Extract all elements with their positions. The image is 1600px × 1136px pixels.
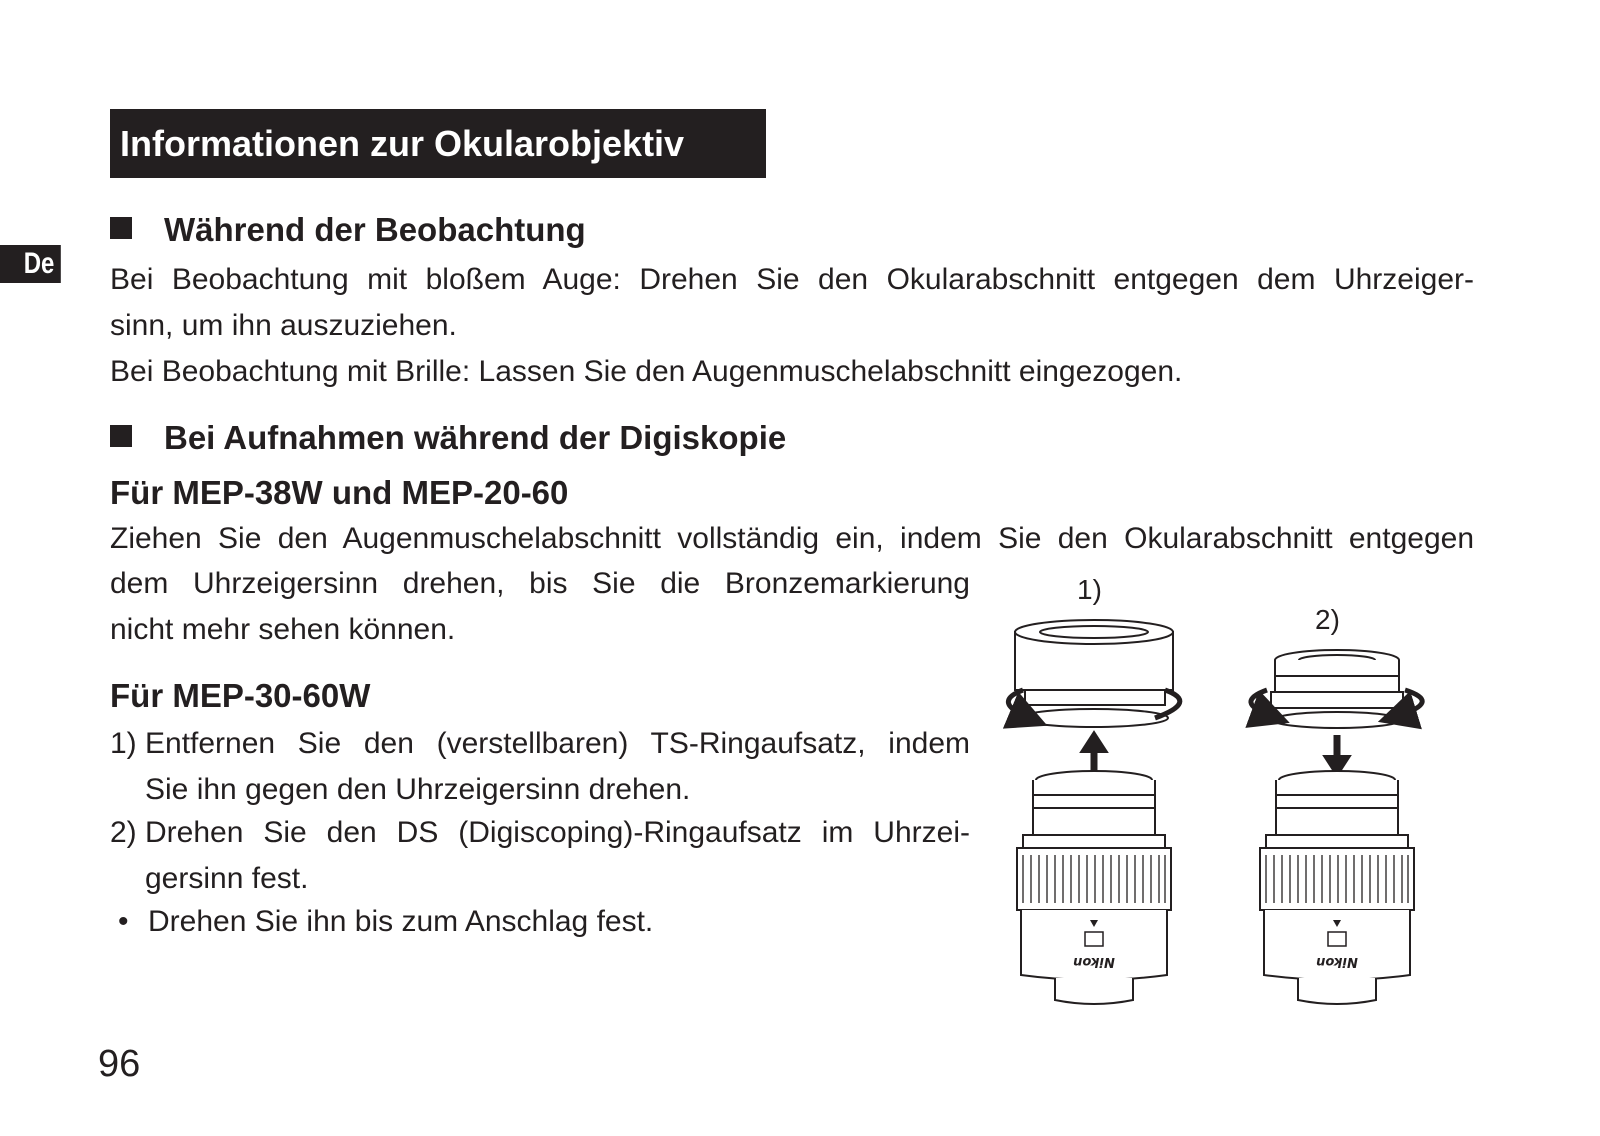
observation-line-1: Bei Beobachtung mit bloßem Auge: Drehen Sie den Okularabschnitt entgegen dem Uhrzeiger-: [110, 263, 1474, 296]
figure-label-1: 1): [1077, 574, 1102, 605]
language-tab: De: [0, 245, 61, 283]
figure-label-2: 2): [1315, 604, 1340, 635]
eyepiece-drawing: [995, 580, 1475, 1035]
section-heading-digiscoping: [110, 418, 786, 458]
section-heading-observation: [110, 210, 586, 250]
page-title: Informationen zur Okularobjektiv: [110, 109, 766, 178]
step-2-number: 2): [110, 816, 137, 849]
step-1-number: 1): [110, 727, 137, 760]
mep38w-line-1: Ziehen Sie den Augenmuschelabschnitt vollständig ein, indem Sie den Okularabschnitt entgegen: [110, 522, 1474, 555]
eyepiece-removal-icon: [1008, 620, 1179, 1004]
step-1-line-1: Entfernen Sie den (verstellbaren) TS-Ringaufsatz, indem: [145, 727, 970, 760]
step-2-line-2: gersinn fest.: [145, 862, 309, 895]
eyepiece-attach-icon: [1251, 650, 1422, 1004]
brand-label-left: Nikon: [1073, 954, 1115, 969]
observation-line-2: sinn, um ihn auszuziehen.: [110, 309, 457, 342]
bullet-note: [118, 899, 653, 945]
page-number: 96: [98, 1043, 141, 1085]
section-heading-observation-text: Während der Beobachtung: [164, 211, 586, 248]
eyepiece-figure: [995, 574, 1475, 1035]
sub-heading-mep38w: Für MEP-38W und MEP-20-60: [110, 474, 569, 511]
brand-label-right: Nikon: [1316, 954, 1358, 969]
bullet-dot: •: [118, 905, 129, 938]
bullet-note-text: Drehen Sie ihn bis zum Anschlag fest.: [148, 905, 654, 938]
mep38w-line-2: dem Uhrzeigersinn drehen, bis Sie die Bronzemarkierung: [110, 567, 970, 600]
section-heading-digiscoping-text: Bei Aufnahmen während der Digiskopie: [164, 419, 787, 456]
step-2-line-1: Drehen Sie den DS (Digiscoping)-Ringaufsatz im Uhrzei-: [145, 816, 970, 849]
sub-heading-mep3060w: Für MEP-30-60W: [110, 677, 371, 714]
observation-line-3: Bei Beobachtung mit Brille: Lassen Sie den Augenmuschelabschnitt eingezogen.: [110, 355, 1183, 388]
square-bullet-icon: [110, 217, 132, 239]
step-1-line-2: Sie ihn gegen den Uhrzeigersinn drehen.: [145, 773, 691, 806]
square-bullet-icon: [110, 425, 132, 447]
mep38w-line-3: nicht mehr sehen können.: [110, 613, 456, 646]
